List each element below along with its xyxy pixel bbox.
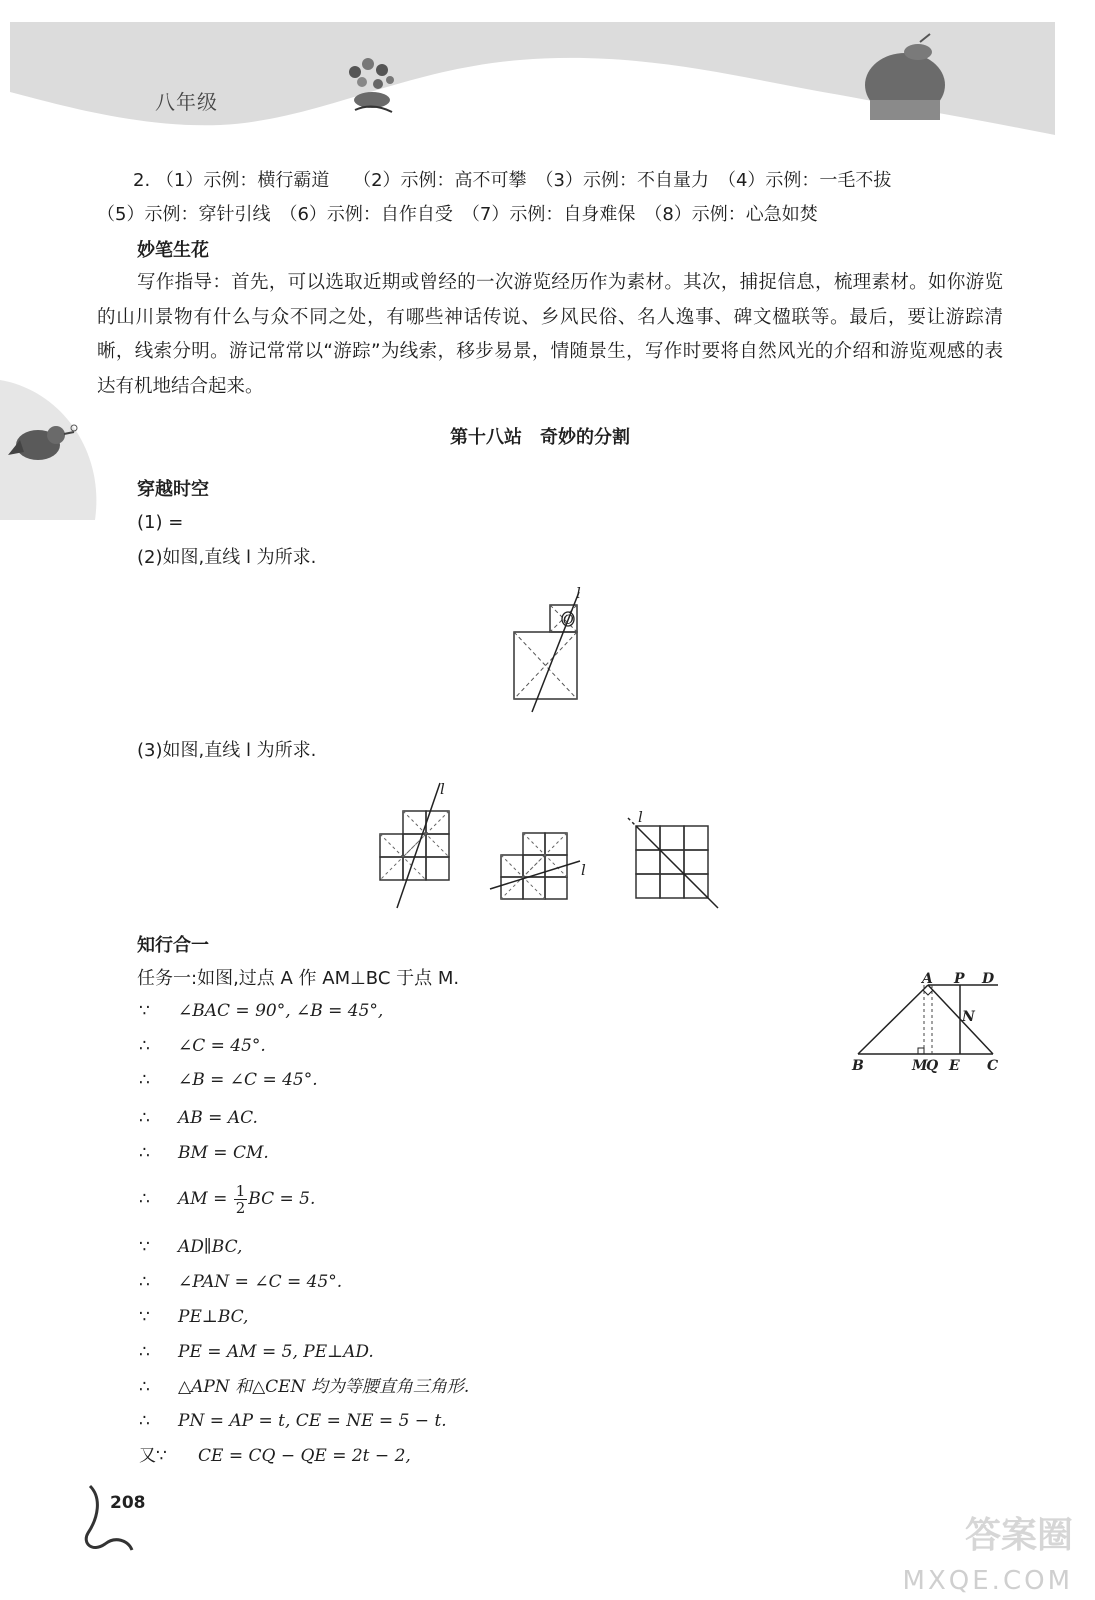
- bird-decoration-icon: [0, 380, 110, 520]
- question-2-answer: (2)如图,直线 l 为所求.: [137, 547, 317, 568]
- proof-symbol: ∵: [139, 1001, 150, 1021]
- point-o-label: O: [563, 613, 574, 628]
- line-l-label: l: [440, 780, 445, 798]
- point-a-label: A: [922, 971, 933, 987]
- proof-step: ∠C = 45°.: [178, 1036, 266, 1056]
- point-n-label: N: [962, 1009, 975, 1025]
- proof-step: PE⊥BC,: [178, 1307, 249, 1327]
- proof-symbol: ∵: [139, 1307, 150, 1327]
- proof-step: AD∥BC,: [178, 1237, 243, 1257]
- proof-symbol: ∴: [139, 1143, 150, 1163]
- proof-step: ∠PAN = ∠C = 45°.: [178, 1272, 343, 1292]
- proof-step: PN = AP = t, CE = NE = 5 − t.: [178, 1411, 447, 1431]
- proof-step-fraction: AM = $\frac{1}{2}$ BC = 5.: [178, 1182, 316, 1217]
- line-l-label: l: [638, 808, 643, 826]
- proof-step: ∠BAC = 90°, ∠B = 45°,: [178, 1001, 384, 1021]
- question-3-figure-a: [370, 778, 465, 913]
- page-corner-ornament-icon: [80, 1478, 140, 1558]
- proof-step: AB = AC.: [178, 1108, 258, 1128]
- proof-step: CE = CQ − QE = 2t − 2,: [198, 1446, 411, 1466]
- proof-step: △APN 和△CEN 均为等腰直角三角形.: [178, 1377, 470, 1397]
- header-wave-decoration: [0, 0, 1095, 150]
- station-title: 第十八站 奇妙的分割: [450, 427, 630, 448]
- question-3-figure-b: [488, 825, 598, 915]
- grade-label: 八年级: [155, 90, 218, 114]
- proof-symbol: 又∵: [139, 1446, 167, 1466]
- proof-symbol: ∴: [139, 1411, 150, 1431]
- point-b-label: B: [852, 1058, 864, 1074]
- answer-item-2-line-2: （5）示例：穿针引线 （6）示例：自作自受 （7）示例：自身难保 （8）示例：心急如焚: [97, 204, 818, 225]
- line-l-label: l: [576, 584, 581, 602]
- proof-symbol: ∴: [139, 1108, 150, 1128]
- page-header: [0, 0, 1095, 150]
- proof-symbol: ∵: [139, 1237, 150, 1257]
- page-number: 208: [110, 1493, 146, 1513]
- question-3-answer: (3)如图,直线 l 为所求.: [137, 740, 317, 761]
- proof-step: PE = AM = 5, PE⊥AD.: [178, 1342, 374, 1362]
- proof-symbol: ∴: [139, 1377, 150, 1397]
- task-1-statement: 任务一:如图,过点 A 作 AM⊥BC 于点 M.: [137, 968, 460, 989]
- proof-step: ∠B = ∠C = 45°.: [178, 1070, 318, 1090]
- question-1-answer: (1) =: [137, 512, 184, 533]
- proof-symbol: ∴: [139, 1189, 150, 1209]
- point-m-label: M: [912, 1058, 928, 1074]
- question-3-figure-c: [620, 806, 725, 911]
- proof-symbol: ∴: [139, 1272, 150, 1292]
- section-heading-chuanyue: 穿越时空: [137, 479, 209, 500]
- point-c-label: C: [987, 1058, 999, 1074]
- watermark-url: MXQE.COM: [902, 1566, 1073, 1596]
- task-1-triangle-figure: [848, 970, 1008, 1078]
- point-e-label: E: [949, 1058, 960, 1074]
- proof-symbol: ∴: [139, 1070, 150, 1090]
- question-2-figure: [505, 582, 595, 717]
- fraction: $\frac{1}{2}$: [235, 1182, 246, 1217]
- watermark-logo: 答案圈: [964, 1515, 1073, 1556]
- line-l-label: l: [581, 861, 586, 879]
- point-q-label: Q: [926, 1058, 939, 1074]
- point-p-label: P: [954, 971, 965, 987]
- proof-step: BM = CM.: [178, 1143, 269, 1163]
- point-d-label: D: [982, 971, 995, 987]
- writing-guide-paragraph: 写作指导：首先，可以选取近期或曾经的一次游览经历作为素材。其次，捕捉信息，梳理素材。如你游览的山川景物有什么与众不同之处，有哪些神话传说、乡风民俗、名人逸事、碑文楹联等。最后，要让游踪清晰，线索分明。游记常常以“游踪”为线索，移步易景，情随景生，写作时要将自然风光的介绍和游览观感的表达有机地结合起来。: [97, 272, 1003, 397]
- proof-symbol: ∴: [139, 1036, 150, 1056]
- proof-symbol: ∴: [139, 1342, 150, 1362]
- section-heading-zhixing: 知行合一: [137, 935, 209, 956]
- answer-item-2-line-1: 2. （1）示例：横行霸道 （2）示例：高不可攀 （3）示例：不自量力 （4）示例：一毛不拔: [133, 170, 892, 191]
- section-heading-miaobi: 妙笔生花: [137, 240, 209, 261]
